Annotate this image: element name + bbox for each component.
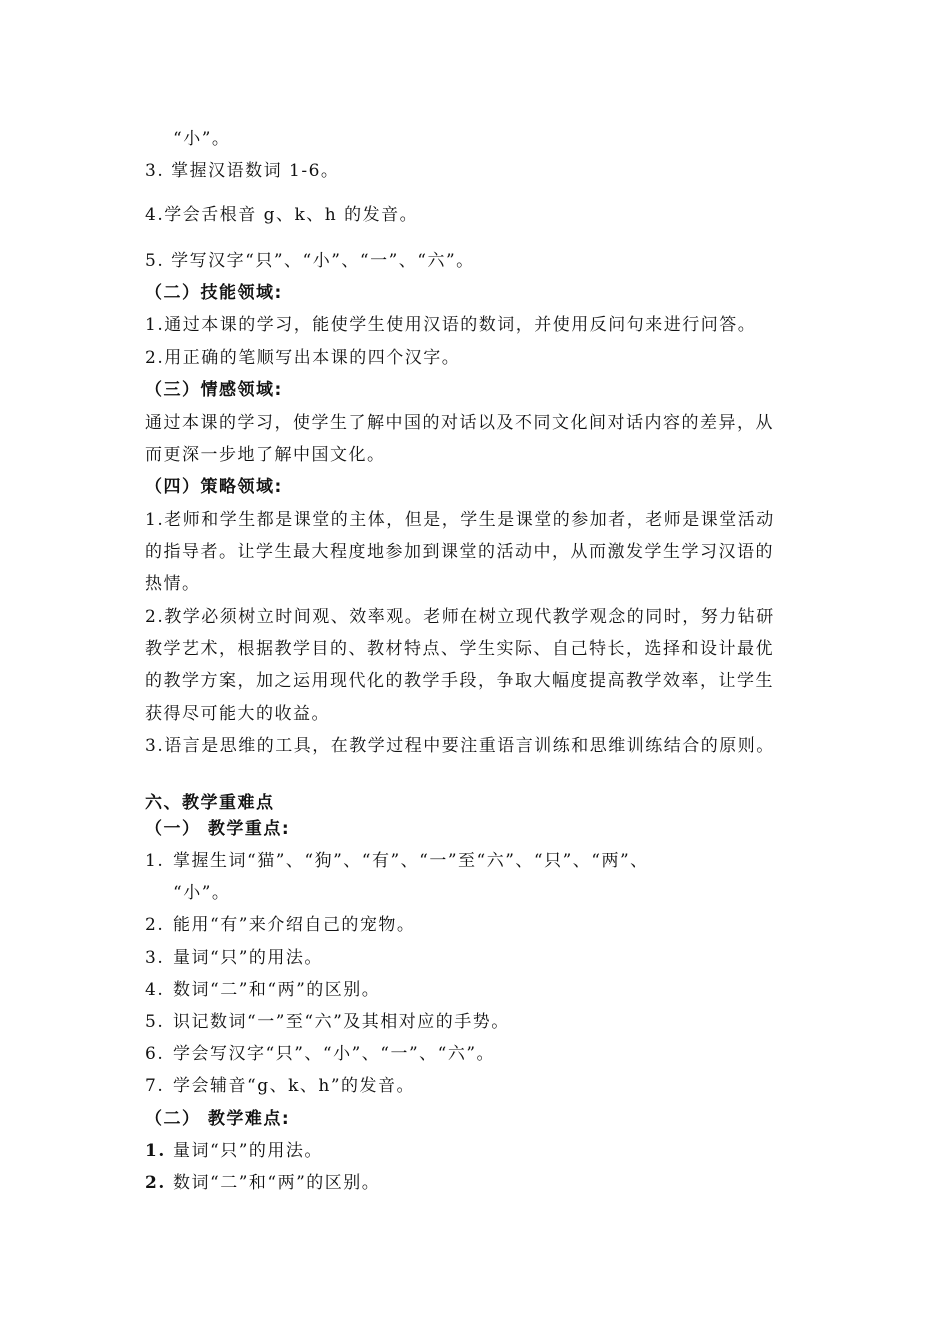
list-text: “小”。: [173, 883, 231, 903]
section-heading: （四）策略领域:: [145, 477, 283, 497]
list-text: 数词“二”和“两”的区别。: [173, 980, 381, 1000]
list-text: 能用“有”来介绍自己的宠物。: [173, 915, 416, 935]
text-line: 4.学会舌根音 g、k、h 的发音。: [145, 205, 419, 225]
list-number: 1.: [145, 1141, 166, 1161]
list-text: 掌握生词“猫”、“狗”、“有”、“一”至“六”、“只”、“两”、: [173, 851, 649, 871]
section-heading: （三）情感领域:: [145, 380, 283, 400]
text-line: 通过本课的学习，使学生了解中国的对话以及不同文化间对话内容的差异，从: [145, 413, 774, 433]
section-heading: （二）技能领域:: [145, 283, 283, 303]
list-number: 2.: [145, 1173, 166, 1193]
text-line: 1.老师和学生都是课堂的主体，但是，学生是课堂的参加者，老师是课堂活动: [145, 510, 775, 530]
text-line: 教学艺术，根据教学目的、教材特点、学生实际、自己特长，选择和设计最优: [145, 639, 774, 659]
list-number: 3.: [145, 948, 165, 968]
text-line: 3. 掌握汉语数词 1-6。: [145, 161, 340, 181]
list-text: 量词“只”的用法。: [173, 1141, 323, 1161]
text-line: 的教学方案，加之运用现代化的教学手段，争取大幅度提高教学效率，让学生: [145, 671, 774, 691]
text-line: 1.通过本课的学习，能使学生使用汉语的数词，并使用反问句来进行问答。: [145, 315, 757, 335]
section-heading: （一） 教学重点:: [145, 819, 291, 839]
text-line: 而更深一步地了解中国文化。: [145, 445, 386, 465]
list-text: 学会辅音“g、k、h”的发音。: [173, 1076, 416, 1096]
text-line: 获得尽可能大的收益。: [145, 704, 330, 724]
text-line: “小”。: [173, 129, 231, 149]
text-line: 3.语言是思维的工具，在教学过程中要注重语言训练和思维训练结合的原则。: [145, 736, 775, 756]
list-number: 7.: [145, 1076, 165, 1096]
text-line: 热情。: [145, 574, 201, 594]
text-line: 2.教学必须树立时间观、效率观。老师在树立现代教学观念的同时，努力钻研: [145, 607, 775, 627]
list-number: 4.: [145, 980, 165, 1000]
section-heading: （二） 教学难点:: [145, 1109, 291, 1129]
list-text: 量词“只”的用法。: [173, 948, 323, 968]
list-number: 5.: [145, 1012, 165, 1032]
list-text: 数词“二”和“两”的区别。: [173, 1173, 381, 1193]
text-line: 2.用正确的笔顺写出本课的四个汉字。: [145, 348, 461, 368]
list-number: 2.: [145, 915, 165, 935]
list-number: 6.: [145, 1044, 165, 1064]
text-line: 的指导者。让学生最大程度地参加到课堂的活动中，从而激发学生学习汉语的: [145, 542, 774, 562]
list-text: 识记数词“一”至“六”及其相对应的手势。: [173, 1012, 510, 1032]
list-text: 学会写汉字“只”、“小”、“一”、“六”。: [173, 1044, 496, 1064]
chapter-heading: 六、教学重难点: [145, 793, 275, 813]
text-line: 5. 学写汉字“只”、“小”、“一”、“六”。: [145, 251, 475, 271]
list-number: 1.: [145, 851, 165, 871]
